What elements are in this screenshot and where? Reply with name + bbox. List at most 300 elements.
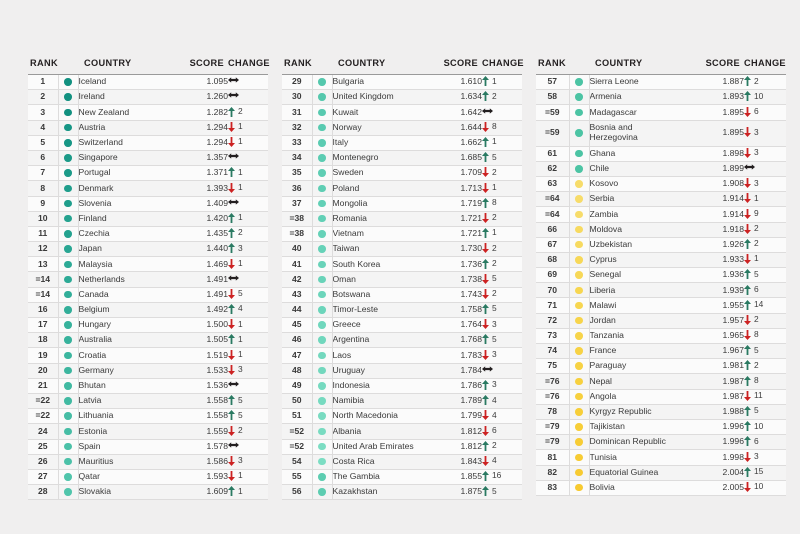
rank-cell: 62: [536, 161, 569, 176]
score-cell: 1.875: [440, 485, 482, 500]
table-row[interactable]: [536, 146, 786, 161]
country-cell: Hungary: [78, 318, 186, 333]
status-dot-cell: [312, 363, 332, 378]
table-row[interactable]: [536, 313, 786, 328]
status-dot-cell: [569, 465, 589, 480]
rank-cell: 28: [28, 485, 58, 500]
status-dot-cell: [58, 393, 78, 408]
score-cell: 1.505: [186, 333, 228, 348]
rank-cell: 3: [28, 105, 58, 120]
score-cell: 1.799: [440, 409, 482, 424]
table-row[interactable]: [282, 135, 522, 150]
rank-column-3: [536, 58, 786, 496]
change-cell: [228, 90, 268, 105]
table-row[interactable]: [28, 242, 268, 257]
status-dot-icon: [64, 291, 72, 299]
status-dot-icon: [575, 408, 583, 416]
header-change: CHANGE: [228, 58, 268, 75]
status-dot-cell: [58, 105, 78, 120]
status-dot-icon: [575, 256, 583, 264]
table-row[interactable]: [536, 176, 786, 191]
table-row[interactable]: [28, 469, 268, 484]
table-row[interactable]: [536, 374, 786, 389]
status-dot-cell: [58, 257, 78, 272]
status-dot-icon: [64, 367, 72, 375]
table-row[interactable]: [28, 485, 268, 500]
arrow-up-icon: [482, 486, 489, 495]
table-row[interactable]: [28, 272, 268, 287]
status-dot-icon: [64, 230, 72, 238]
score-cell: 1.895: [702, 120, 744, 146]
rank-cell: 12: [28, 242, 58, 257]
table-row[interactable]: [28, 226, 268, 241]
table-row[interactable]: [282, 150, 522, 165]
table-row[interactable]: [536, 105, 786, 120]
country-cell: Mongolia: [332, 196, 440, 211]
table-row[interactable]: [282, 318, 522, 333]
score-cell: 1.955: [702, 298, 744, 313]
status-dot-cell: [58, 302, 78, 317]
arrow-left-right-icon: [228, 380, 235, 389]
status-dot-cell: [569, 328, 589, 343]
status-dot-icon: [318, 473, 326, 481]
country-cell: United Arab Emirates: [332, 439, 440, 454]
status-dot-icon: [575, 287, 583, 295]
status-dot-cell: [569, 105, 589, 120]
status-dot-cell: [58, 211, 78, 226]
status-dot-icon: [318, 397, 326, 405]
status-dot-icon: [575, 211, 583, 219]
change-cell: [228, 257, 268, 272]
change-cell: [482, 242, 522, 257]
table-row[interactable]: [28, 196, 268, 211]
change-cell: [744, 344, 786, 359]
table-row[interactable]: [536, 192, 786, 207]
score-cell: 1.926: [702, 237, 744, 252]
table-row[interactable]: [28, 454, 268, 469]
table-row[interactable]: [28, 150, 268, 165]
country-cell: Qatar: [78, 469, 186, 484]
table-row[interactable]: [282, 287, 522, 302]
change-value: 2: [238, 424, 243, 435]
rank-cell: 75: [536, 359, 569, 374]
status-dot-icon: [318, 261, 326, 269]
status-dot-cell: [569, 176, 589, 191]
table-row[interactable]: [28, 318, 268, 333]
status-dot-cell: [569, 298, 589, 313]
change-value: 5: [754, 268, 759, 279]
rank-cell: =52: [282, 424, 312, 439]
change-value: 8: [492, 197, 497, 208]
change-cell: [482, 318, 522, 333]
change-cell: [482, 105, 522, 120]
table-row[interactable]: [28, 348, 268, 363]
change-cell: [228, 302, 268, 317]
status-dot-cell: [312, 105, 332, 120]
change-value: 1: [238, 181, 243, 192]
change-value: 2: [492, 90, 497, 101]
arrow-down-icon: [228, 183, 235, 192]
table-row[interactable]: [282, 363, 522, 378]
table-row[interactable]: [28, 211, 268, 226]
status-dot-icon: [318, 139, 326, 147]
score-cell: 1.420: [186, 211, 228, 226]
header-rank: RANK: [282, 58, 312, 75]
table-row[interactable]: [282, 105, 522, 120]
change-value: 5: [754, 405, 759, 416]
table-row[interactable]: [536, 252, 786, 267]
country-cell: Ireland: [78, 90, 186, 105]
change-cell: [744, 313, 786, 328]
table-row[interactable]: [282, 257, 522, 272]
change-cell: [482, 363, 522, 378]
change-value: 2: [492, 242, 497, 253]
change-value: 2: [754, 314, 759, 325]
table-row[interactable]: [536, 75, 786, 90]
status-dot-icon: [64, 124, 72, 132]
status-dot-icon: [64, 488, 72, 496]
change-value: 2: [492, 440, 497, 451]
change-cell: [482, 272, 522, 287]
table-row[interactable]: [282, 439, 522, 454]
table-row[interactable]: [282, 348, 522, 363]
country-cell: Zambia: [589, 207, 702, 222]
change-cell: [482, 135, 522, 150]
status-dot-cell: [58, 75, 78, 90]
change-value: 6: [754, 435, 759, 446]
country-cell: Poland: [332, 181, 440, 196]
rank-cell: 41: [282, 257, 312, 272]
table-row[interactable]: [28, 135, 268, 150]
arrow-down-icon: [482, 243, 489, 252]
arrow-down-icon: [482, 350, 489, 359]
change-cell: [228, 318, 268, 333]
table-row[interactable]: [536, 120, 786, 146]
status-dot-cell: [312, 150, 332, 165]
status-dot-cell: [569, 389, 589, 404]
change-value: 3: [238, 455, 243, 466]
change-cell: [744, 90, 786, 105]
score-cell: 1.893: [702, 90, 744, 105]
change-value: 1: [238, 348, 243, 359]
change-value: 1: [238, 136, 243, 147]
table-row[interactable]: [28, 424, 268, 439]
change-value: 3: [754, 147, 759, 158]
score-cell: 1.965: [702, 328, 744, 343]
table-row[interactable]: [28, 166, 268, 181]
table-row[interactable]: [282, 485, 522, 500]
table-row[interactable]: [536, 161, 786, 176]
arrow-up-icon: [744, 285, 751, 294]
status-dot-icon: [64, 412, 72, 420]
change-cell: [228, 409, 268, 424]
table-row[interactable]: [536, 268, 786, 283]
change-cell: [228, 378, 268, 393]
score-cell: 1.491: [186, 272, 228, 287]
status-dot-cell: [312, 424, 332, 439]
arrow-down-icon: [744, 391, 751, 400]
header-score: SCORE: [440, 58, 482, 75]
score-cell: 1.987: [702, 374, 744, 389]
arrow-up-icon: [482, 198, 489, 207]
change-cell: [744, 389, 786, 404]
rank-cell: 5: [28, 135, 58, 150]
country-cell: Mauritius: [78, 454, 186, 469]
rank-cell: 73: [536, 328, 569, 343]
change-value: 4: [492, 394, 497, 405]
change-cell: [228, 242, 268, 257]
status-dot-cell: [58, 439, 78, 454]
rank-cell: 30: [282, 90, 312, 105]
change-value: 1: [754, 192, 759, 203]
score-cell: 1.610: [440, 75, 482, 90]
table-row[interactable]: [28, 333, 268, 348]
rank-cell: 68: [536, 252, 569, 267]
change-cell: [482, 150, 522, 165]
status-dot-icon: [318, 185, 326, 193]
country-cell: Madagascar: [589, 105, 702, 120]
arrow-down-icon: [228, 259, 235, 268]
status-dot-icon: [575, 129, 583, 137]
status-dot-cell: [569, 192, 589, 207]
status-dot-cell: [569, 283, 589, 298]
country-cell: Montenegro: [332, 150, 440, 165]
table-row[interactable]: [28, 257, 268, 272]
country-cell: Germany: [78, 363, 186, 378]
country-cell: Austria: [78, 120, 186, 135]
status-dot-cell: [58, 196, 78, 211]
rank-cell: 9: [28, 196, 58, 211]
table-row[interactable]: [536, 480, 786, 495]
status-dot-icon: [575, 423, 583, 431]
arrow-up-icon: [744, 406, 751, 415]
status-dot-cell: [58, 409, 78, 424]
table-row[interactable]: [536, 344, 786, 359]
status-dot-icon: [64, 382, 72, 390]
country-cell: Italy: [332, 135, 440, 150]
arrow-down-icon: [744, 452, 751, 461]
change-value: 2: [754, 238, 759, 249]
score-cell: 1.914: [702, 207, 744, 222]
arrow-up-icon: [228, 213, 235, 222]
table-row[interactable]: [282, 211, 522, 226]
table-row[interactable]: [28, 363, 268, 378]
table-row[interactable]: [282, 181, 522, 196]
country-cell: Albania: [332, 424, 440, 439]
table-row[interactable]: [28, 287, 268, 302]
rank-cell: 61: [536, 146, 569, 161]
status-dot-icon: [575, 469, 583, 477]
arrow-left-right-icon: [228, 274, 235, 283]
rank-cell: =38: [282, 211, 312, 226]
table-row[interactable]: [28, 439, 268, 454]
country-cell: South Korea: [332, 257, 440, 272]
table-row[interactable]: [536, 222, 786, 237]
rank-cell: 19: [28, 348, 58, 363]
country-cell: Costa Rica: [332, 454, 440, 469]
table-row[interactable]: [536, 419, 786, 434]
status-dot-icon: [575, 454, 583, 462]
change-cell: [744, 480, 786, 495]
change-cell: [482, 181, 522, 196]
arrow-down-icon: [228, 137, 235, 146]
change-cell: [482, 348, 522, 363]
rank-cell: 26: [28, 454, 58, 469]
table-row[interactable]: [536, 298, 786, 313]
header-score: SCORE: [186, 58, 228, 75]
score-cell: 1.957: [702, 313, 744, 328]
arrow-down-icon: [744, 315, 751, 324]
status-dot-icon: [64, 109, 72, 117]
country-cell: Estonia: [78, 424, 186, 439]
status-dot-cell: [312, 302, 332, 317]
change-cell: [228, 424, 268, 439]
score-cell: 1.768: [440, 333, 482, 348]
change-cell: [228, 135, 268, 150]
country-cell: Dominican Republic: [589, 435, 702, 450]
table-row[interactable]: [282, 409, 522, 424]
country-cell: Cyprus: [589, 252, 702, 267]
table-row[interactable]: [282, 378, 522, 393]
score-cell: 1.469: [186, 257, 228, 272]
table-row[interactable]: [282, 333, 522, 348]
table-row[interactable]: [536, 207, 786, 222]
status-dot-icon: [575, 226, 583, 234]
table-row[interactable]: [536, 283, 786, 298]
status-dot-icon: [318, 215, 326, 223]
country-cell: Finland: [78, 211, 186, 226]
table-row[interactable]: [536, 465, 786, 480]
rank-cell: =64: [536, 192, 569, 207]
rank-cell: 6: [28, 150, 58, 165]
status-dot-icon: [318, 321, 326, 329]
country-cell: Lithuania: [78, 409, 186, 424]
table-row[interactable]: [536, 237, 786, 252]
arrow-down-icon: [228, 456, 235, 465]
table-row[interactable]: [536, 450, 786, 465]
change-value: 15: [754, 466, 764, 477]
table-row[interactable]: [536, 328, 786, 343]
table-row[interactable]: [28, 393, 268, 408]
change-cell: [228, 272, 268, 287]
rank-cell: 56: [282, 485, 312, 500]
change-cell: [744, 465, 786, 480]
table-row[interactable]: [282, 469, 522, 484]
change-cell: [482, 378, 522, 393]
score-cell: 1.409: [186, 196, 228, 211]
table-row[interactable]: [28, 90, 268, 105]
change-cell: [744, 207, 786, 222]
arrow-up-icon: [744, 436, 751, 445]
table-row[interactable]: [28, 409, 268, 424]
status-dot-icon: [64, 306, 72, 314]
rank-cell: 43: [282, 287, 312, 302]
table-row[interactable]: [282, 166, 522, 181]
table-row[interactable]: [28, 105, 268, 120]
score-cell: 1.918: [702, 222, 744, 237]
arrow-up-icon: [228, 410, 235, 419]
table-row[interactable]: [282, 120, 522, 135]
rank-cell: 17: [28, 318, 58, 333]
arrow-up-icon: [482, 76, 489, 85]
table-header-row: [536, 58, 786, 75]
table-row[interactable]: [282, 424, 522, 439]
status-dot-cell: [312, 272, 332, 287]
rank-cell: 8: [28, 181, 58, 196]
header-change: CHANGE: [482, 58, 522, 75]
status-dot-icon: [64, 139, 72, 147]
rank-cell: 63: [536, 176, 569, 191]
rank-cell: 83: [536, 480, 569, 495]
status-dot-icon: [64, 473, 72, 481]
country-cell: Kuwait: [332, 105, 440, 120]
table-row[interactable]: [282, 90, 522, 105]
status-dot-cell: [312, 393, 332, 408]
header-rank: RANK: [536, 58, 569, 75]
table-row[interactable]: [282, 226, 522, 241]
table-row[interactable]: [536, 404, 786, 419]
status-dot-cell: [569, 450, 589, 465]
change-value: 8: [492, 121, 497, 132]
country-cell: Spain: [78, 439, 186, 454]
table-row[interactable]: [282, 242, 522, 257]
rank-cell: 48: [282, 363, 312, 378]
arrow-up-icon: [482, 304, 489, 313]
status-dot-icon: [318, 443, 326, 451]
status-dot-cell: [312, 75, 332, 90]
table-row[interactable]: [282, 75, 522, 90]
table-row[interactable]: [28, 378, 268, 393]
change-value: 1: [238, 257, 243, 268]
table-row[interactable]: [282, 196, 522, 211]
table-row[interactable]: [282, 302, 522, 317]
country-cell: Uruguay: [332, 363, 440, 378]
table-row[interactable]: [536, 90, 786, 105]
table-row[interactable]: [536, 435, 786, 450]
table-row[interactable]: [536, 359, 786, 374]
arrow-down-icon: [482, 289, 489, 298]
status-dot-cell: [312, 181, 332, 196]
rank-table-2: [282, 58, 522, 500]
country-cell: Sweden: [332, 166, 440, 181]
table-row[interactable]: [28, 302, 268, 317]
table-row[interactable]: [282, 272, 522, 287]
status-dot-cell: [58, 287, 78, 302]
status-dot-cell: [58, 424, 78, 439]
country-cell: Singapore: [78, 150, 186, 165]
change-value: 3: [492, 318, 497, 329]
status-dot-icon: [318, 488, 326, 496]
table-row[interactable]: [282, 454, 522, 469]
rank-cell: 20: [28, 363, 58, 378]
country-cell: Malawi: [589, 298, 702, 313]
change-cell: [228, 75, 268, 90]
status-dot-icon: [575, 165, 583, 173]
country-cell: Croatia: [78, 348, 186, 363]
table-row[interactable]: [28, 75, 268, 90]
country-cell: Bulgaria: [332, 75, 440, 90]
table-row[interactable]: [536, 389, 786, 404]
table-row[interactable]: [28, 120, 268, 135]
status-dot-icon: [318, 458, 326, 466]
table-row[interactable]: [28, 181, 268, 196]
header-country: COUNTRY: [78, 58, 186, 75]
country-cell: Oman: [332, 272, 440, 287]
table-row[interactable]: [282, 393, 522, 408]
change-cell: [744, 176, 786, 191]
rank-cell: 50: [282, 393, 312, 408]
country-name-line2: Herzegovina: [589, 132, 638, 143]
